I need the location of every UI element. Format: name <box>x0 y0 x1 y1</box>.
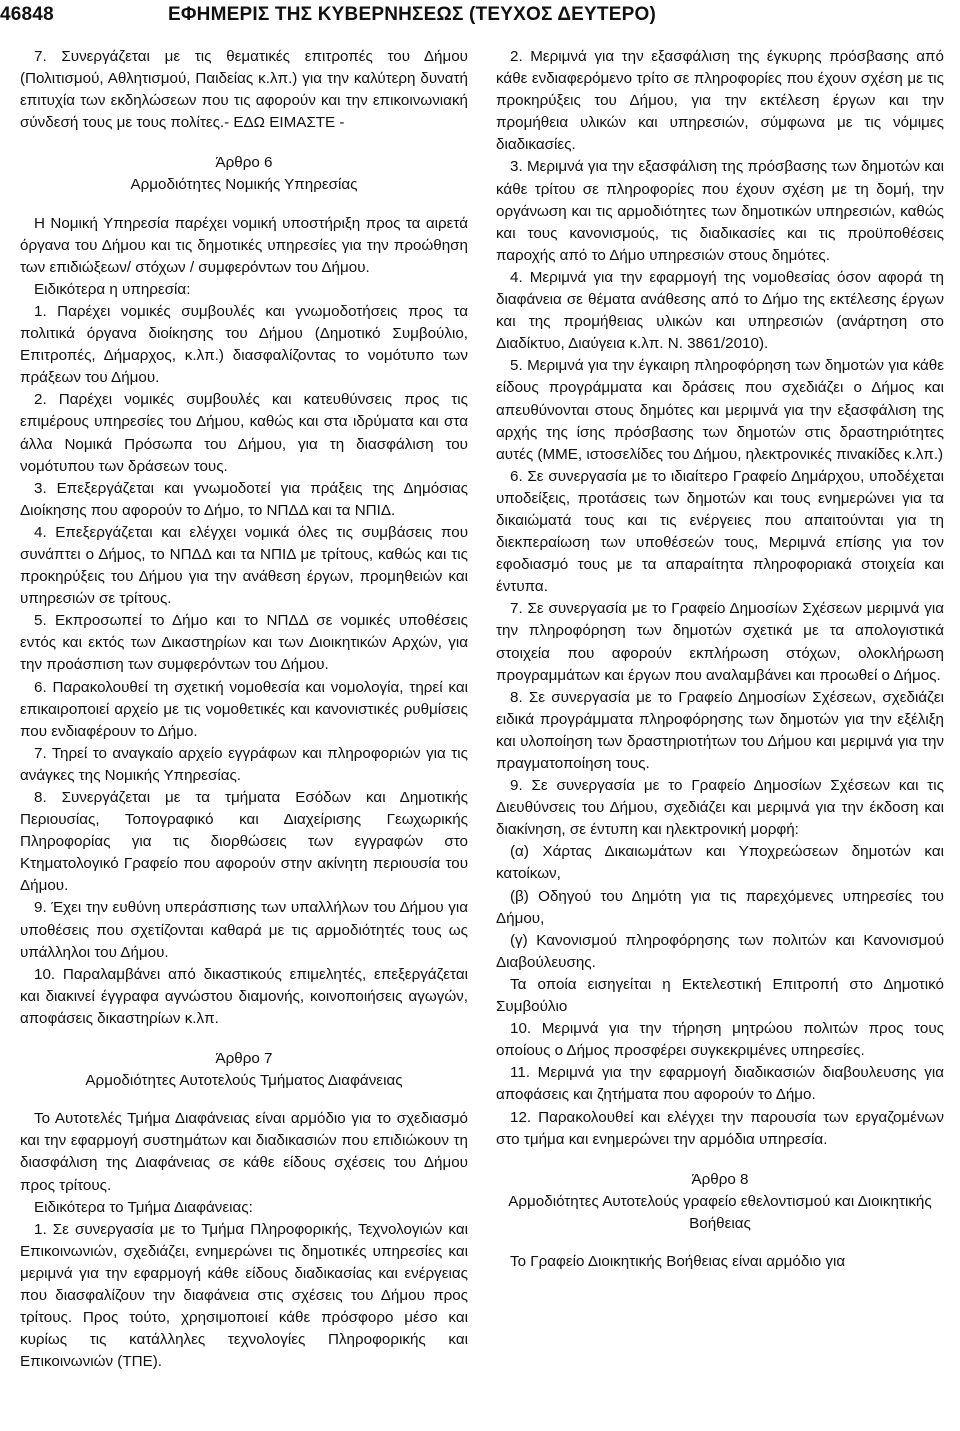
list-item: (β) Οδηγού του Δημότη για τις παρεχόμενες υπηρεσίες του Δήμου, <box>496 887 944 927</box>
list-item: 5. Μεριμνά για την έγκαιρη πληροφόρηση των δημοτών για κάθε είδους προγράμματα και δράσεις που σχεδιάζει ο Δήμος και απευθύνονται στους δημότες και μεριμνά για την εξασφάλιση της αρχής της ίσης πρόσβασης των δημοτών στις δραστηριότητες αυτές (ΜΜΕ, ιστοσελίδες του Δήμου, ηλεκτρονικές πινακίδες κ.λπ.) <box>496 357 944 463</box>
list-item: 3. Επεξεργάζεται και γνωμοδοτεί για πράξεις της Δημόσιας Διοίκησης που αφορούν το Δήμο, το ΝΠΔΔ και τα ΝΠΙΔ. <box>20 479 468 519</box>
paragraph: Η Νομική Υπηρεσία παρέχει νομική υποστήριξη προς τα αιρετά όργανα του Δήμου και τις δημοτικές υπηρεσίες για την προώθηση των επιδιώξεων/ στόχων / συμφερόντων του Δήμου. <box>20 214 468 276</box>
list-item: 6. Σε συνεργασία με το ιδιαίτερο Γραφείο Δημάρχου, υποδέχεται υποδείξεις, προτάσεις των δημοτών και τους ενημερώνει για τα δικαιώματά τους και τις ενέργειες που απαιτούνται για τη διεκπεραίωση των υποθέσεών τους, Μεριμνά επίσης για τον εφοδιασμό τους με τα απαραίτητα πληροφοριακά στοιχεία και έντυπα. <box>496 467 944 596</box>
article-8-subtitle: Αρμοδιότητες Αυτοτελούς γραφείο εθελοντισμού και Διοικητικής Βοήθειας <box>508 1192 932 1232</box>
list-item: 8. Σε συνεργασία με το Γραφείο Δημοσίων Σχέσεων, σχεδιάζει ειδικά προγράμματα πληροφόρησης των δημοτών για την εξέλιξη και υλοποίηση των δραστηριοτήτων του Δήμου και μεριμνά για την πραγματοποίηση τους. <box>496 688 944 772</box>
list-item: (α) Χάρτας Δικαιωμάτων και Υποχρεώσεων δημοτών και κατοίκων, <box>496 843 944 883</box>
running-title: ΕΦΗΜΕΡΙΣ ΤΗΣ ΚΥΒΕΡΝΗΣΕΩΣ (ΤΕΥΧΟΣ ΔΕΥΤΕΡΟ) <box>168 4 656 25</box>
paragraph: Το Αυτοτελές Τμήμα Διαφάνειας είναι αρμόδιο για το σχεδιασμό και την εφαρμογή συστημάτων και διαδικασιών που επιδιώκουν τη διασφάλιση της Διαφάνειας σε κάθε είδους σχέσεις του Δήμου προς τρίτους. <box>20 1110 468 1194</box>
right-column <box>496 46 944 1273</box>
list-item: 12. Παρακολουθεί και ελέγχει την παρουσία των εργαζομένων στο τμήμα και ενημερώνει την αρμόδια υπηρεσία. <box>496 1108 944 1148</box>
list-item: 8. Συνεργάζεται με τα τμήματα Εσόδων και Δημοτικής Περιουσίας, Τοπογραφικό και Διαχείρισης Γεωχωρικής Πληροφορίας για τις διορθώσεις των εγγραφών στο Κτηματολογικό Γραφείο που αφορούν στην ακίνητη περιουσία του Δήμου. <box>20 789 468 895</box>
list-item: 1. Σε συνεργασία με το Τμήμα Πληροφορικής, Τεχνολογιών και Επικοινωνιών, σχεδιάζει, ενημερώνει τις δημοτικές υπηρεσίες και μεριμνά για την εφαρμογή κάθε είδους διαδικασίας και ενέργειας που διασφαλίζουν την διαφάνεια στις σχέσεις του Δήμου προς τρίτους. Προς τούτο, χρησιμοποιεί κάθε πρόσφορο μέσο και κυρίως τις κατάλληλες τεχνολογίες Πληροφορικής και Επικοινωνιών (ΤΠΕ). <box>20 1220 468 1371</box>
list-item: 10. Παραλαμβάνει από δικαστικούς επιμελητές, επεξεργάζεται και διακινεί έγγραφα αγνώστου διαμονής, κοινοποιήσεις αγωγών, αποφάσεις δικαστηρίων κ.λπ. <box>20 965 468 1027</box>
list-item: 5. Εκπροσωπεί το Δήμο και το ΝΠΔΔ σε νομικές υποθέσεις εντός και εκτός των Δικαστηρίων και των Διοικητικών Αρχών, για την προάσπιση των συμφερόντων του Δήμου. <box>20 612 468 674</box>
list-item: 1. Παρέχει νομικές συμβουλές και γνωμοδοτήσεις προς τα πολιτικά όργανα διοίκησης του Δήμου (Δημοτικό Συμβούλιο, Επιτροπές, Δήμαρχος, κ.λπ.) διασφαλίζοντας το νομότυπο των πράξεων του Δήμου. <box>20 302 468 387</box>
page-number: 46848 <box>0 4 54 25</box>
list-item: 2. Μεριμνά για την εξασφάλιση της έγκυρης πρόσβασης από κάθε ενδιαφερόμενο τρίτο σε πληροφορίες που έχουν σχέση με τις προκηρύξεις του Δήμου, για την εκτέλεση έργων και την προμήθεια υλικών και υπηρεσιών, σύμφωνα με τις νόμιμες διαδικασίες. <box>496 48 944 154</box>
left-column <box>20 46 468 1373</box>
page-header <box>0 0 960 40</box>
paragraph: Ειδικότερα η υπηρεσία: <box>34 280 191 298</box>
paragraph: Ειδικότερα το Τμήμα Διαφάνειας: <box>34 1198 253 1216</box>
paragraph: Το Γραφείο Διοικητικής Βοήθειας είναι αρμόδιο για <box>510 1252 846 1270</box>
list-item: 11. Μεριμνά για την εφαρμογή διαδικασιών διαβουλευσης για αποφάσεις και ζητήματα που αφορούν το Δήμο. <box>496 1064 944 1104</box>
list-item: 7. Σε συνεργασία με το Γραφείο Δημοσίων Σχέσεων μεριμνά για την πληροφόρηση των δημοτών σχετικά με τα απολογιστικά στοιχεία που αφορούν εκπλήρωση στόχων, ολοκλήρωση προγραμμάτων και έργων που αναλαμβάνει και προωθεί ο Δήμος. <box>496 600 944 684</box>
article-6-title: Άρθρο 6 <box>215 154 273 172</box>
article-7-title: Άρθρο 7 <box>215 1050 273 1068</box>
paragraph: Τα οποία εισηγείται η Εκτελεστική Επιτροπή στο Δημοτικό Συμβούλιο <box>496 975 944 1016</box>
list-item: 2. Παρέχει νομικές συμβουλές και κατευθύνσεις προς τις επιμέρους υπηρεσίες του Δήμου, καθώς και στα ιδρύματα και στα άλλα Νομικά Πρόσωπα του Δήμου, για τη διασφάλιση του νομότυπου των δράσεων τους. <box>20 391 468 475</box>
list-item: (γ) Κανονισμού πληροφόρησης των πολιτών και Κανονισμού Διαβούλευσης. <box>496 931 944 971</box>
paragraph: 7. Συνεργάζεται με τις θεματικές επιτροπές του Δήμου (Πολιτισμού, Αθλητισμού, Παιδείας κ.λπ.) για την καλύτερη δυνατή επιτυχία των εκδηλώσεων που τις αφορούν και την επικοινωνιακή σύνδεσή τους με τους πολίτες.- ΕΔΩ ΕΙΜΑΣΤΕ - <box>20 48 468 132</box>
list-item: 3. Μεριμνά για την εξασφάλιση της πρόσβασης των δημοτών και κάθε τρίτου σε πληροφορίες που έχουν σχέση με τη δομή, την οργάνωση και τις αρμοδιότητες των δημοτικών υπηρεσιών, καθώς και τους κανονισμούς, τις διαδικασίες και τις προϋποθέσεις παροχής από το Δήμο υπηρεσιών στους δημότες. <box>496 158 944 264</box>
article-7-subtitle: Αρμοδιότητες Αυτοτελούς Τμήματος Διαφάνειας <box>85 1072 403 1090</box>
list-item: 7. Τηρεί το αναγκαίο αρχείο εγγράφων και πληροφοριών για τις ανάγκες της Νομικής Υπηρεσίας. <box>20 744 468 784</box>
list-item: 10. Μεριμνά για την τήρηση μητρώου πολιτών προς τους οποίους ο Δήμος προσφέρει συγκεκριμένες υπηρεσίες. <box>496 1020 944 1060</box>
article-8-title: Άρθρο 8 <box>691 1170 749 1188</box>
list-item: 9. Έχει την ευθύνη υπεράσπισης των υπαλλήλων του Δήμου για υποθέσεις που σχετίζονται καθαρά με τις αρμοδιότητές τους ως υπάλληλοι του Δήμου. <box>20 899 468 961</box>
list-item: 4. Μεριμνά για την εφαρμογή της νομοθεσίας όσον αφορά τη διαφάνεια σε θέματα ανάθεσης από το Δήμο της εκτέλεσης έργων και της προμήθειας υλικών και υπηρεσιών (ανάρτηση στο Διαδίκτυο, Διαύγεια κ.λπ. Ν. 3861/2010). <box>496 268 944 353</box>
list-item: 9. Σε συνεργασία με το Γραφείο Δημοσίων Σχέσεων και τις Διευθύνσεις του Δήμου, σχεδιάζει και μεριμνά για την έκδοση και διακίνηση, σε έντυπη και ηλεκτρονική μορφή: <box>496 777 944 839</box>
list-item: 6. Παρακολουθεί τη σχετική νομοθεσία και νομολογία, τηρεί και επικαιροποιεί αρχείο με τις νομοθετικές και κανονιστικές ρυθμίσεις που ενδιαφέρουν το Δήμο. <box>20 678 468 740</box>
article-6-subtitle: Αρμοδιότητες Νομικής Υπηρεσίας <box>130 176 358 194</box>
list-item: 4. Επεξεργάζεται και ελέγχει νομικά όλες τις συμβάσεις που συνάπτει ο Δήμος, το ΝΠΔΔ και τα ΝΠΙΔ με τρίτους, καθώς και τις προκηρύξεις του Δήμου για την ανάθεση έργων, προμηθειών και υπηρεσιών σε τρίτους. <box>20 523 468 608</box>
